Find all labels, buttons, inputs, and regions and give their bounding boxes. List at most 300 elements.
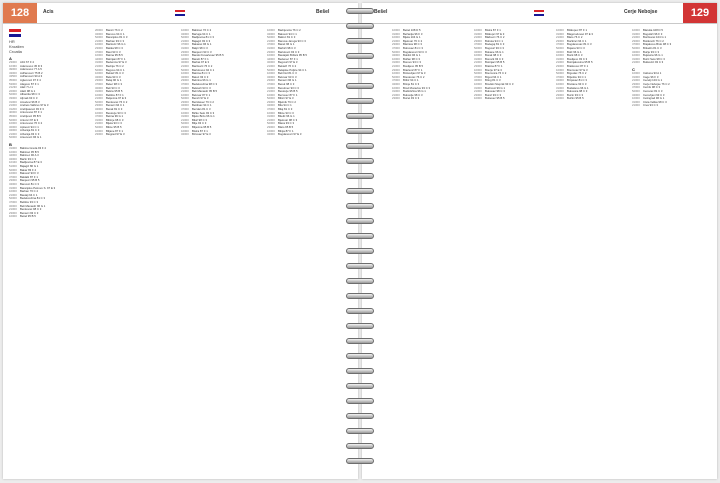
- place-name: Bešel 108 D 5: [403, 29, 421, 32]
- place-name: Bezdan 81 C 3: [192, 108, 211, 112]
- place-name: Borak 98 C 3: [485, 54, 502, 58]
- place-name: Beli Manastir 95 B 5: [192, 90, 218, 94]
- postal-code: 52000: [9, 197, 17, 201]
- place-name: Bibinje 98 C 3: [106, 118, 124, 122]
- place-name: Brušane 93 C 3: [567, 82, 587, 86]
- place-name: Bešlinac 94 C 1: [192, 104, 212, 108]
- postal-code: 10000: [632, 54, 640, 58]
- place-name: Bačuga 94 C 1: [192, 32, 211, 36]
- column-4: [632, 29, 717, 475]
- postal-code: 34000: [267, 32, 275, 36]
- postal-code: 52000: [267, 68, 275, 72]
- postal-code: 34000: [9, 157, 17, 161]
- postal-code: 35000: [9, 114, 17, 118]
- place-name: Bijela 93 C 3: [106, 122, 122, 126]
- place-name: Beljevina 97 E 3: [106, 97, 127, 101]
- postal-code: 31000: [392, 32, 400, 36]
- index-entry: [181, 133, 266, 137]
- place-name: Bogušići 96 F 3: [643, 32, 663, 36]
- place-name: Blato 95 B 5: [278, 126, 294, 130]
- postal-code: 10000: [474, 97, 482, 101]
- place-name: Bunić 93 C 3: [485, 93, 502, 97]
- place-name: Bekteži 76 C 2: [278, 64, 297, 68]
- place-name: Bosiljevo 93 C 3: [567, 57, 588, 61]
- postal-code: 34000: [181, 75, 189, 79]
- place-name: Adžamovci 90 A 3: [20, 75, 43, 79]
- postal-code: 34000: [632, 50, 640, 54]
- place-name: Cista Velika 98 C 3: [643, 100, 667, 104]
- place-name: Brlog 81 C 3: [485, 79, 501, 83]
- postal-code: 40000: [9, 111, 17, 115]
- postal-code: 52000: [556, 72, 564, 76]
- place-name: Baranjsko Petrovo S. 97 E 3: [20, 186, 56, 190]
- place-name: Berek 98 C 3: [278, 82, 295, 86]
- postal-code: 10000: [181, 29, 189, 32]
- postal-code: 21000: [9, 132, 17, 136]
- place-name: Bebrina 96 G 1: [192, 79, 211, 83]
- postal-code: 10360: [9, 64, 17, 68]
- place-name: Bilice 93 C 3: [278, 111, 294, 115]
- place-name: Batina 95 B 5: [106, 54, 123, 58]
- place-name: Bačin 93 C 3: [20, 157, 37, 161]
- place-name: Babinac 76 C 2: [192, 29, 212, 32]
- postal-code: 10000: [95, 54, 103, 58]
- place-name: Bobovac 81 C 3: [403, 46, 423, 50]
- postal-code: 10000: [392, 86, 400, 90]
- postal-code: 21000: [632, 79, 640, 83]
- postal-code: 47000: [95, 50, 103, 54]
- binding-ring: [346, 323, 374, 329]
- postal-code: 34000: [95, 108, 103, 112]
- postal-code: 31000: [9, 186, 17, 190]
- postal-code: 34000: [267, 133, 275, 137]
- place-name: Aglenovci 97 F 4: [20, 78, 41, 82]
- place-name: Brgudac 76 C 2: [567, 72, 587, 76]
- postal-code: 52000: [9, 93, 17, 97]
- place-name: Blagorodovac 97 E 3: [567, 32, 593, 36]
- place-name: Bočkinci 94 C 1: [567, 39, 587, 43]
- column-4: [267, 29, 352, 475]
- place-name: Berislavec 76 C 2: [192, 100, 214, 104]
- place-name: Bijela 104 G 1: [403, 36, 421, 40]
- postal-code: 47000: [267, 43, 275, 47]
- postal-code: 47000: [9, 200, 17, 204]
- place-name: Briješće 94 C 1: [567, 75, 586, 79]
- postal-code: 21000: [95, 122, 103, 126]
- place-name: Buzin 93 C 3: [567, 93, 584, 97]
- index-entry: [95, 133, 180, 137]
- place-name: Biljevina 95 B 5: [192, 126, 212, 130]
- index-entry: [632, 104, 717, 108]
- postal-code: 32000: [9, 204, 17, 208]
- place-name: Aljmaš 93 C 3: [20, 96, 38, 100]
- postal-code: 32000: [9, 125, 17, 129]
- place-name: Bijelo Brdo 96 G 1: [192, 115, 215, 119]
- place-name: Banski Kovačevac 95 B 5: [192, 54, 224, 58]
- page-number-left: 128: [3, 3, 37, 23]
- place-name: Babina Greda 93 F 4: [20, 147, 46, 151]
- place-name: Cres 93 C 3: [643, 104, 658, 108]
- postal-code: 31000: [474, 86, 482, 90]
- postal-code: 23000: [392, 68, 400, 72]
- postal-code: 47000: [632, 43, 640, 47]
- postal-code: 23000: [632, 82, 640, 86]
- place-name: Belajske Poljice 94 C 1: [278, 68, 307, 72]
- place-name: Beretinec 93 C 3: [278, 86, 299, 90]
- postal-code: 10000: [95, 43, 103, 47]
- place-name: Bastaji 94 C 1: [20, 193, 38, 197]
- index-entry: [9, 136, 94, 140]
- place-name: Alaći 98 G 1: [20, 89, 36, 93]
- postal-code: 23000: [556, 64, 564, 68]
- postal-code: 10000: [95, 93, 103, 97]
- place-name: Bizovac 97 E 3: [192, 133, 211, 137]
- postal-code: 10000: [267, 111, 275, 115]
- postal-code: 34000: [556, 50, 564, 54]
- index-entry: [556, 97, 641, 101]
- place-name: Badljevina 81 C 3: [192, 36, 214, 40]
- binding-ring: [346, 188, 374, 194]
- postal-code: 34000: [267, 75, 275, 79]
- place-name: Bežanija 96 F 3: [403, 32, 423, 36]
- postal-code: 31000: [632, 75, 640, 79]
- postal-code: 52000: [474, 72, 482, 76]
- place-name: Brnjavac 81 C 3: [567, 79, 587, 83]
- postal-code: 52000: [392, 75, 400, 79]
- place-name: Bukovlje 98 C 3: [403, 93, 423, 97]
- postal-code: 10000: [181, 129, 189, 133]
- postal-code: 21000: [181, 118, 189, 122]
- binding-ring: [346, 338, 374, 344]
- postal-code: 10000: [9, 190, 17, 194]
- postal-code: 10000: [181, 93, 189, 97]
- postal-code: 52000: [392, 50, 400, 54]
- postal-code: 52000: [556, 46, 564, 50]
- place-name: Borovik 93 C 3: [485, 57, 504, 61]
- place-name: Bajagić 80 G 1: [20, 165, 39, 169]
- postal-code: 34000: [181, 32, 189, 36]
- place-name: Brgod 94 C 1: [485, 75, 502, 79]
- place-name: Baranjsko 81 C 3: [106, 36, 128, 40]
- place-name: Blatuša 108 D 5: [643, 29, 663, 32]
- header-range-start-right: Bešel: [374, 9, 388, 15]
- place-name: Arbanija 81 C 3: [20, 129, 40, 133]
- place-name: Belovar 87 F 1: [192, 93, 211, 97]
- postal-code: 21000: [181, 39, 189, 43]
- binding-ring: [346, 158, 374, 164]
- postal-code: 43500: [9, 75, 17, 79]
- postal-code: 31000: [95, 61, 103, 65]
- place-name: Belišće 93 C 3: [20, 200, 39, 204]
- country-name-de: Kroatien: [9, 44, 24, 49]
- postal-code: 47000: [632, 86, 640, 90]
- binding-ring: [346, 143, 374, 149]
- postal-code: 47000: [95, 115, 103, 119]
- place-name: Bratina 87 F 1: [485, 64, 503, 68]
- page-number-right: 129: [683, 3, 717, 23]
- postal-code: 31000: [632, 100, 640, 104]
- postal-code: 34000: [392, 54, 400, 58]
- postal-code: 34000: [95, 32, 103, 36]
- binding-ring: [346, 458, 374, 464]
- binding-ring: [346, 248, 374, 254]
- left-page: [3, 3, 358, 479]
- place-name: Blaca 93 C 3: [278, 122, 295, 126]
- postal-code: 51000: [9, 165, 17, 169]
- postal-code: 52000: [181, 68, 189, 72]
- place-name: Barban 76 C 2: [20, 190, 39, 194]
- place-name: Cabuna 93 A 1: [643, 71, 662, 75]
- place-name: Bartolovec 94 C 1: [192, 68, 215, 72]
- croatia-flag-icon: [175, 10, 185, 16]
- place-name: Antunovac 87 F 1: [20, 111, 42, 115]
- croatia-flag-icon: [534, 10, 544, 16]
- postal-code: 31000: [95, 118, 103, 122]
- postal-code: 10000: [474, 54, 482, 58]
- postal-code: 10000: [556, 68, 564, 72]
- place-name: Beravci 93 C 3: [20, 211, 39, 215]
- place-name: Bogdanovac 81 C 3: [567, 43, 592, 47]
- place-name: Baldaši 87 F 1: [20, 175, 38, 179]
- postal-code: 23000: [95, 133, 103, 137]
- column-1: [392, 29, 477, 475]
- postal-code: 10000: [556, 29, 564, 32]
- index-entry: [474, 97, 559, 101]
- place-name: Bratkovec 87 F 1: [567, 64, 589, 68]
- place-name: Belec 98 C 3: [106, 82, 123, 86]
- place-name: Bukovac 98 C 3: [485, 90, 505, 94]
- place-name: Brezje 97 E 3: [485, 68, 502, 72]
- place-name: Beli Dol 81 C 3: [278, 72, 297, 76]
- postal-code: 32000: [95, 86, 103, 90]
- postal-code: 21000: [267, 118, 275, 122]
- binding-ring: [346, 173, 374, 179]
- postal-code: 23000: [267, 100, 275, 104]
- place-name: Bilaj 81 C 3: [278, 108, 293, 112]
- place-name: Beravci 94 C 1: [106, 104, 125, 108]
- spiral-binding: [344, 8, 376, 478]
- header-range-start-left: Acis: [43, 9, 54, 15]
- postal-code: 47000: [181, 108, 189, 112]
- postal-code: 47000: [267, 82, 275, 86]
- postal-code: 31000: [392, 90, 400, 94]
- postal-code: 10000: [267, 72, 275, 76]
- postal-code: 10000: [632, 97, 640, 101]
- place-name: Andrijasevci 93 F 3: [20, 107, 44, 111]
- postal-code: 32000: [181, 61, 189, 65]
- place-name: Batinjani 87 F 1: [106, 57, 126, 61]
- place-name: Bastajski Brđani 95 B 5: [278, 54, 307, 58]
- place-name: Bedenec 87 F 1: [278, 57, 298, 61]
- place-name: Cerovac 81 C 3: [643, 89, 663, 93]
- postal-code: 52000: [95, 36, 103, 40]
- postal-code: 21000: [267, 90, 275, 94]
- place-name: Belavići 93 C 3: [192, 86, 211, 90]
- place-name: Begovo 94 C 1: [106, 68, 125, 72]
- place-name: Bistra 87 F 1: [485, 29, 501, 32]
- postal-code: 23000: [181, 79, 189, 83]
- place-name: Bikić 98 C 3: [192, 118, 207, 122]
- right-page-columns: [362, 29, 717, 475]
- postal-code: 21000: [9, 208, 17, 212]
- postal-code: 10000: [392, 72, 400, 76]
- place-name: Brezovica 76 C 2: [485, 72, 507, 76]
- column-1: [9, 29, 94, 475]
- postal-code: 23000: [181, 100, 189, 104]
- binding-ring: [346, 53, 374, 59]
- binding-ring: [346, 233, 374, 239]
- postal-code: 10000: [267, 54, 275, 58]
- place-name: Alagovo 87 F 1: [20, 82, 39, 86]
- place-name: Cernik 98 C 3: [643, 86, 661, 90]
- place-name: Andrijevci 95 B 5: [20, 114, 41, 118]
- binding-ring: [346, 203, 374, 209]
- postal-code: 21000: [181, 64, 189, 68]
- place-name: Baturi 93 C 3: [192, 75, 209, 79]
- postal-code: 52000: [267, 122, 275, 126]
- place-name: Badnjevica 76 C 2: [278, 29, 301, 32]
- postal-code: 31000: [267, 46, 275, 50]
- postal-code: 53000: [9, 82, 17, 86]
- postal-code: 52000: [9, 118, 17, 122]
- place-name: Adamovec 77 A 5: [20, 68, 42, 72]
- place-name: Bestovje 93 C 3: [106, 111, 126, 115]
- postal-code: 47000: [95, 82, 103, 86]
- place-name: Bestovje 95 B 5: [278, 90, 298, 94]
- place-name: Bedenica 97 E 3: [106, 61, 127, 65]
- postal-code: 23000: [474, 93, 482, 97]
- postal-code: 31000: [632, 57, 640, 61]
- place-name: Bartolovci 93 C 3: [278, 50, 300, 54]
- binding-ring: [346, 218, 374, 224]
- place-name: Alač 7 H 1: [20, 86, 33, 90]
- place-name: Belovar 93 C 3: [278, 75, 297, 79]
- place-name: Bitelić 96 G 1: [278, 115, 295, 119]
- place-name: Borik 98 C 3: [567, 54, 583, 58]
- binding-ring: [346, 308, 374, 314]
- postal-code: 52000: [267, 36, 275, 40]
- postal-code: 44000: [181, 57, 189, 61]
- place-name: Bokane 96 G 1: [485, 50, 504, 54]
- place-name: Andreis Valbrus 97 E 3: [20, 104, 49, 108]
- place-name: Bužim 95 B 5: [567, 97, 584, 101]
- postal-code: 23000: [95, 79, 103, 83]
- binding-ring: [346, 398, 374, 404]
- postal-code: 47000: [474, 43, 482, 47]
- postal-code: 10000: [95, 72, 103, 76]
- place-name: Beravci 96 G 1: [278, 79, 297, 83]
- binding-ring: [346, 368, 374, 374]
- header-range-end-left: Bešel: [316, 9, 330, 15]
- postal-code: 10000: [392, 57, 400, 61]
- postal-code: 21000: [632, 61, 640, 65]
- postal-code: 23000: [392, 43, 400, 47]
- place-name: Benkovac 76 C 2: [106, 100, 128, 104]
- postal-code: 52000: [181, 36, 189, 40]
- place-name: Bešel 95 B 5: [20, 215, 36, 219]
- place-name: Amaćevi 96 B 3: [20, 100, 40, 104]
- postal-code: 21000: [556, 90, 564, 94]
- place-name: Bilice 95 B 5: [106, 126, 122, 130]
- place-name: Cetingrad 96 G 1: [643, 97, 665, 101]
- place-name: Arbanija 93 C 3: [20, 132, 40, 136]
- place-name: Belišće 87 F 1: [106, 93, 124, 97]
- place-name: Cerovljani 93 C 3: [643, 93, 665, 97]
- postal-code: 34000: [474, 79, 482, 83]
- place-name: Belaj 96 G 1: [106, 79, 122, 83]
- place-name: Bakarac 96 G 1: [192, 43, 212, 47]
- place-name: Bjelovar 76 C 2: [403, 39, 423, 43]
- postal-code: 52000: [95, 68, 103, 72]
- postal-code: 49000: [9, 68, 17, 72]
- place-name: Adamovec 45 D 3: [20, 64, 43, 68]
- binding-ring: [346, 128, 374, 134]
- place-name: Albaniša 98 C 3: [20, 93, 40, 97]
- postal-code: 23000: [181, 50, 189, 54]
- place-name: Bukovica 98 C 3: [567, 90, 588, 94]
- place-name: Buševec 95 B 5: [485, 97, 505, 101]
- postal-code: 21230: [9, 86, 17, 90]
- postal-code: 52000: [267, 97, 275, 101]
- place-name: Barban 93 C 3: [106, 39, 125, 43]
- country-name-en: Croatia: [9, 49, 22, 54]
- postal-code: 23000: [9, 61, 17, 64]
- place-name: Bela 93 C 3: [106, 75, 121, 79]
- place-name: Buzet 93 C 3: [403, 97, 420, 101]
- postal-code: 31000: [267, 86, 275, 90]
- postal-code: 34000: [556, 79, 564, 83]
- place-name: Beli 93 C 3: [106, 86, 120, 90]
- postal-code: 21000: [632, 36, 640, 40]
- postal-code: 34000: [181, 104, 189, 108]
- place-name: Berak 81 C 3: [106, 108, 123, 112]
- place-name: Bakar 83 F 4: [20, 168, 37, 172]
- postal-code: 34000: [474, 50, 482, 54]
- postal-code: 10000: [474, 68, 482, 72]
- postal-code: 52000: [9, 136, 17, 140]
- column-2: [95, 29, 180, 475]
- place-name: Boškovići 76 C 2: [643, 39, 664, 43]
- postal-code: 21000: [556, 61, 564, 65]
- place-name: Bolfan 98 C 3: [403, 57, 420, 61]
- right-page-header: [362, 3, 717, 24]
- place-name: Bedekovčina 81 C 3: [20, 197, 46, 201]
- place-name: Bilje 93 C 3: [192, 122, 207, 126]
- place-name: Beli Manastir 96 G 1: [20, 204, 46, 208]
- place-name: Benići 97 E 3: [192, 97, 209, 101]
- postal-code: 23000: [267, 79, 275, 83]
- postal-code: 31000: [181, 115, 189, 119]
- postal-code: 10000: [474, 82, 482, 86]
- postal-code: 34000: [9, 183, 17, 186]
- place-name: Batrina 81 C 3: [192, 72, 210, 76]
- postal-code: 44000: [267, 57, 275, 61]
- postal-code: 35000: [9, 78, 17, 82]
- postal-code: 21000: [392, 93, 400, 97]
- place-name: Brckovljani 97 E 3: [403, 72, 426, 76]
- place-name: Baričević 76 C 2: [192, 64, 213, 68]
- postal-code: 44000: [9, 154, 17, 158]
- postal-code: 31000: [9, 147, 17, 151]
- postal-code: 21000: [392, 64, 400, 68]
- postal-code: 31200: [9, 107, 17, 111]
- place-name: Burić Selo 98 C 3: [643, 57, 665, 61]
- postal-code: 10000: [95, 129, 103, 133]
- postal-code: 10000: [556, 97, 564, 101]
- postal-code: 20000: [95, 29, 103, 32]
- postal-code: 10000: [9, 150, 17, 154]
- place-name: Ačić 67 F 4: [20, 61, 34, 64]
